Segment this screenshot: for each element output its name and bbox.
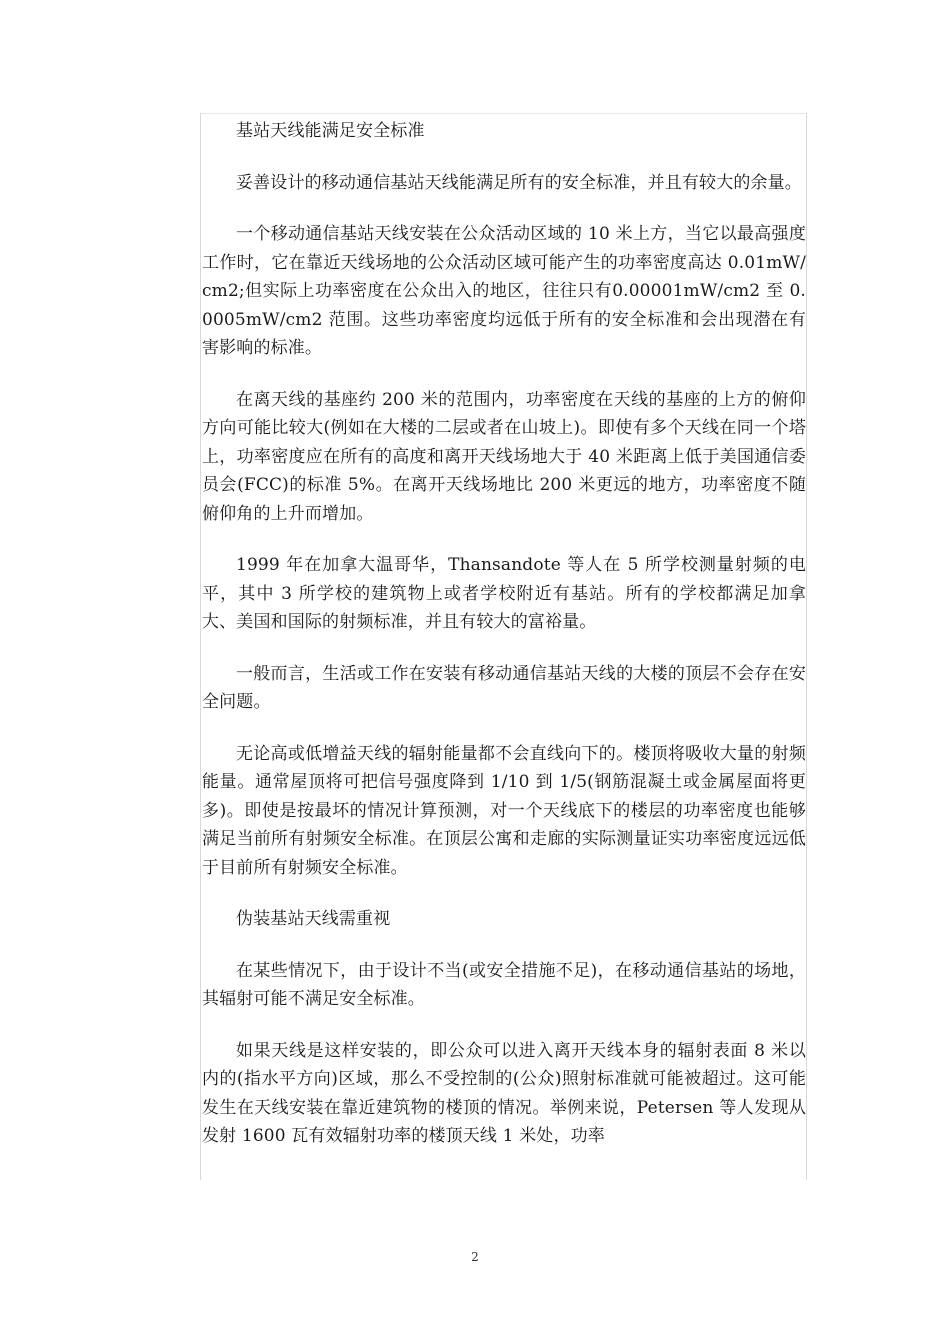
paragraph: 在某些情况下，由于设计不当(或安全措施不足)，在移动通信基站的场地，其辐射可能不满足安全标准。	[202, 960, 806, 1009]
paragraph: 一个移动通信基站天线安装在公众活动区域的 10 米上方，当它以最高强度工作时，它在靠近天线场地的公众活动区域可能产生的功率密度高达 0.01mW/cm2;但实际上功率密度在公众出入的地区，往往只有0.00001mW/cm2 至 0.0005mW/cm2 范围。这些功率密度均远低于所有的安全标准和会出现潜在有害影响的标准。	[202, 224, 806, 358]
section-heading-camouflage: 伪装基站天线需重视	[236, 909, 391, 929]
paragraph: 妥善设计的移动通信基站天线能满足所有的安全标准，并且有较大的余量。	[236, 172, 802, 193]
paragraph: 在离天线的基座约 200 米的范围内，功率密度在天线的基座的上方的俯仰方向可能比较大(例如在大楼的二层或者在山坡上)。即使有多个天线在同一个塔上，功率密度应在所有的高度和离开天线场地大于 40 米距离上低于美国通信委员会(FCC)的标准 5%。在离开天线场地比 200 米更远的地方，功率密度不随俯仰角的上升而增加。	[202, 389, 806, 524]
paragraph: 如果天线是这样安装的，即公众可以进入离开天线本身的辐射表面 8 米以内的(指水平方向)区域，那么不受控制的(公众)照射标准就可能被超过。这可能发生在天线安装在靠近建筑物的楼顶的情况。举例来说，Petersen 等人发现从发射 1600 瓦有效辐射功率的楼顶天线 1 米处，功率	[202, 1040, 806, 1146]
page-number: 2	[471, 1250, 479, 1264]
paragraph: 无论高或低增益天线的辐射能量都不会直线向下的。楼顶将吸收大量的射频能量。通常屋顶将可把信号强度降到 1/10 到 1/5(钢筋混凝土或金属屋面将更多)。即使是按最坏的情况计算预测，对一个天线底下的楼层的功率密度也能够满足当前所有射频安全标准。在顶层公寓和走廊的实际测量证实功率密度远远低于目前所有射频安全标准。	[202, 743, 806, 878]
document-body	[202, 117, 806, 1174]
paragraph: 一般而言，生活或工作在安装有移动通信基站天线的大楼的顶层不会存在安全问题。	[202, 663, 806, 712]
section-heading-safety: 基站天线能满足安全标准	[236, 121, 425, 141]
paragraph: 1999 年在加拿大温哥华，Thansandote 等人在 5 所学校测量射频的电平，其中 3 所学校的建筑物上或者学校附近有基站。所有的学校都满足加拿大、美国和国际的射频标准，并且有较大的富裕量。	[202, 555, 806, 632]
